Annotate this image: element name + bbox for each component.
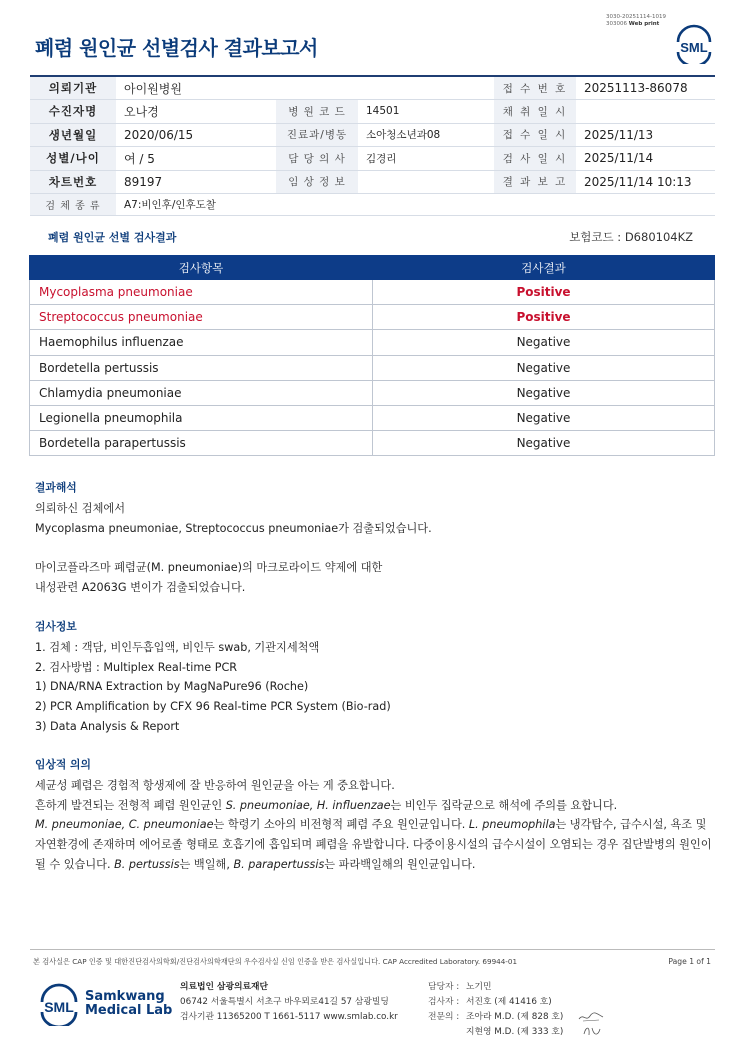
- specimen-value: A7:비인후/인후도찰: [116, 194, 715, 216]
- test-info-line: 3) Data Analysis & Report: [35, 719, 180, 733]
- staff-role: 전문의 :: [428, 1012, 460, 1022]
- svg-text:SML: SML: [44, 999, 74, 1015]
- brand-line: Samkwang: [85, 989, 165, 1004]
- info-value: 오나경: [116, 100, 276, 124]
- org-contact: 검사기관 11365200 T 1661-5117 www.smlab.co.kr: [180, 1012, 398, 1022]
- result-row: [30, 330, 715, 355]
- info-row: [30, 123, 715, 147]
- results-section-title: 폐렴 원인균 선별 검사결과: [48, 231, 177, 244]
- specimen-row: [30, 194, 715, 216]
- org-address: 06742 서울특별시 서초구 바우뫼로41길 57 삼광빌딩: [180, 997, 389, 1007]
- info-label: 의뢰기관: [30, 76, 116, 100]
- info-value: [576, 100, 715, 124]
- pathogen-result: Negative: [373, 431, 715, 456]
- staff-name: 지현영 M.D. (제 333 호): [466, 1027, 564, 1037]
- svg-text:SML: SML: [680, 40, 708, 55]
- page-number: Page 1 of 1: [668, 957, 711, 966]
- result-row: [30, 305, 715, 330]
- interpretation-section: [35, 478, 715, 598]
- staff-info: [428, 980, 563, 1040]
- info-label: 접 수 일 시: [494, 123, 576, 147]
- signature-icon: [577, 1010, 605, 1024]
- info-value: 2025/11/14 10:13: [576, 170, 715, 194]
- info-label: 임 상 정 보: [276, 170, 358, 194]
- result-row: [30, 431, 715, 456]
- pathogen-name: Haemophilus influenzae: [30, 330, 373, 355]
- info-label: 결 과 보 고: [494, 170, 576, 194]
- sml-logo-icon: [672, 24, 716, 64]
- footer-divider: [30, 949, 715, 950]
- staff-role: 검사자 :: [428, 997, 460, 1007]
- info-label: 검 사 일 시: [494, 147, 576, 171]
- pathogen-result: Negative: [373, 330, 715, 355]
- info-value: 2025/11/13: [576, 123, 715, 147]
- clinical-paragraph: 세균성 폐렴은 경험적 항생제에 잘 반응하여 원인균을 아는 게 중요합니다.: [35, 778, 395, 792]
- interpretation-line: 의뢰하신 검체에서: [35, 501, 126, 515]
- staff-role: [428, 1025, 466, 1040]
- info-value: [358, 170, 494, 194]
- result-row: [30, 280, 715, 305]
- interpretation-line: Mycoplasma pneumoniae, Streptococcus pneumoniae가 검출되었습니다.: [35, 521, 432, 535]
- staff-role: 담당자 :: [428, 982, 460, 992]
- info-label: 담 당 의 사: [276, 147, 358, 171]
- staff-name: 조아라 M.D. (제 828 호): [466, 1012, 564, 1022]
- info-value: 소아청소년과08: [358, 123, 494, 147]
- pathogen-result: Negative: [373, 355, 715, 380]
- info-value: 2025/11/14: [576, 147, 715, 171]
- pathogen-result: Negative: [373, 405, 715, 430]
- info-value: 여 / 5: [116, 147, 276, 171]
- report-title: 폐렴 원인균 선별검사 결과보고서: [35, 36, 318, 60]
- info-value: 20251113-86078: [576, 76, 715, 100]
- interpretation-line: 마이코플라즈마 폐렴균(M. pneumoniae)의 마크로라이드 약제에 대한: [35, 561, 383, 575]
- test-info-section: [35, 617, 715, 737]
- column-header: 검사항목: [30, 256, 373, 280]
- staff-name: 노기민: [466, 982, 492, 992]
- info-label: 차트번호: [30, 170, 116, 194]
- brand-name: [85, 990, 172, 1018]
- pathogen-name: Streptococcus pneumoniae: [30, 305, 373, 330]
- info-label: 성별/나이: [30, 147, 116, 171]
- pathogen-name: Bordetella pertussis: [30, 355, 373, 380]
- result-row: [30, 405, 715, 430]
- patient-info-table: [30, 75, 715, 216]
- pathogen-name: Legionella pneumophila: [30, 405, 373, 430]
- sml-logo-icon: [37, 982, 81, 1026]
- result-row: [30, 380, 715, 405]
- clinical-section: [35, 755, 715, 875]
- pathogen-name: Chlamydia pneumoniae: [30, 380, 373, 405]
- interpretation-line: 내성관련 A2063G 변이가 검출되었습니다.: [35, 581, 246, 595]
- info-label: 접 수 번 호: [494, 76, 576, 100]
- pathogen-name: Mycoplasma pneumoniae: [30, 280, 373, 305]
- info-label: 채 취 일 시: [494, 100, 576, 124]
- print-id: 303006: [606, 21, 627, 27]
- info-value: 2020/06/15: [116, 123, 276, 147]
- pathogen-name: Bordetella parapertussis: [30, 431, 373, 456]
- test-info-line: 1) DNA/RNA Extraction by MagNaPure96 (Roche): [35, 680, 309, 694]
- test-info-title: 검사정보: [35, 620, 77, 633]
- info-row: [30, 100, 715, 124]
- info-value: 14501: [358, 100, 494, 124]
- result-row: [30, 355, 715, 380]
- column-header: 검사결과: [373, 256, 715, 280]
- info-label: 병 원 코 드: [276, 100, 358, 124]
- info-label: 수진자명: [30, 100, 116, 124]
- pathogen-result: Positive: [373, 305, 715, 330]
- brand-line: Medical Lab: [85, 1003, 173, 1018]
- test-info-line: 1. 검체 : 객담, 비인두흡입액, 비인두 swab, 기관지세척액: [35, 640, 320, 654]
- print-code: [606, 14, 666, 28]
- organization-info: [180, 980, 398, 1025]
- staff-name: 서진호 (제 41416 호): [466, 997, 552, 1007]
- info-label: 진료과/병동: [276, 123, 358, 147]
- pathogen-result: Positive: [373, 280, 715, 305]
- accreditation-note: 본 검사실은 CAP 인증 및 대한진단검사의학회/진단검사의학재단의 우수검사실 신임 인증을 받은 검사실입니다. CAP Accredited Laboratory. 69944-01: [33, 957, 518, 966]
- interpretation-title: 결과해석: [35, 481, 77, 494]
- specimen-label: 검 체 종 류: [30, 194, 116, 216]
- print-code-line: 3030-20251114-1019: [606, 14, 666, 20]
- insurance-code: 보험코드 : D680104KZ: [569, 230, 693, 244]
- info-value: 아이원병원: [116, 76, 494, 100]
- results-table: [29, 255, 715, 456]
- clinical-paragraph: 흔하게 발견되는 전형적 폐렴 원인균인 S. pneumoniae, H. influenzae는 비인두 집락균으로 해석에 주의를 요합니다.: [35, 798, 618, 812]
- clinical-title: 임상적 의의: [35, 758, 91, 771]
- test-info-line: 2. 검사방법 : Multiplex Real-time PCR: [35, 660, 238, 674]
- results-header-row: [30, 256, 715, 280]
- print-tag: Web print: [628, 21, 660, 27]
- results-section-header: [30, 226, 715, 246]
- test-info-line: 2) PCR Amplification by CFX 96 Real-time PCR System (Bio-rad): [35, 700, 391, 714]
- info-row: [30, 147, 715, 171]
- info-value: 김경리: [358, 147, 494, 171]
- pathogen-result: Negative: [373, 380, 715, 405]
- signature-icon: [580, 1024, 608, 1038]
- info-value: 89197: [116, 170, 276, 194]
- org-name: 의료법인 삼광의료재단: [180, 982, 269, 992]
- info-row: [30, 76, 715, 100]
- info-label: 생년월일: [30, 123, 116, 147]
- clinical-paragraph: M. pneumoniae, C. pneumoniae는 학령기 소아의 비전형적 폐렴 주요 원인균입니다. L. pneumophila는 냉각탑수, 급수시설, 욕조 및 자연환경에 존재하며 에어로졸 형태로 호흡기에 흡입되며 폐렴을 유발합니다. 다중이용시설의 급수시설이 오염되는 경우 집단발병의 원인이 될 수 있습니다. B. pertussis는 백일해, B. parapertussis는 파라백일해의 원인균입니다.: [35, 818, 712, 871]
- info-row: [30, 170, 715, 194]
